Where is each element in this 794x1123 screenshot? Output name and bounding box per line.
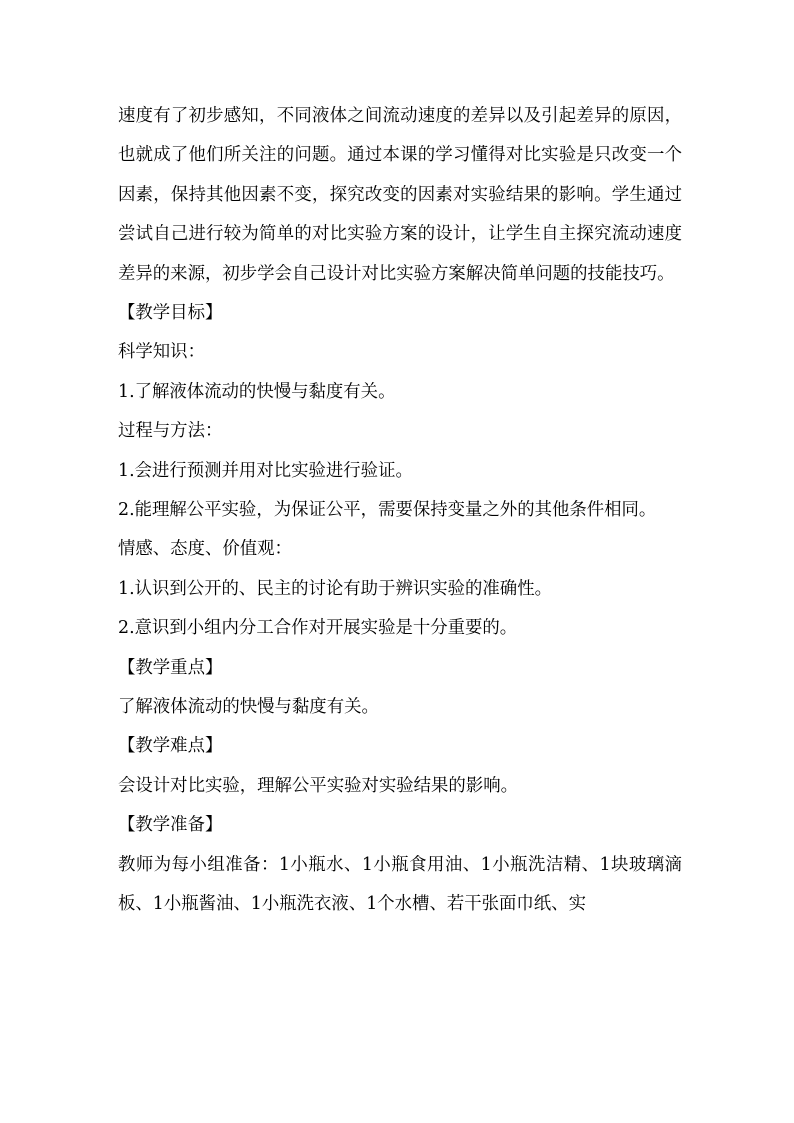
preparation-heading: 【教学准备】 [118,815,223,836]
knowledge-label: 科学知识： [118,342,205,363]
key-point-text: 了解液体流动的快慢与黏度有关。 [118,696,379,717]
attitude-item-1: 1.认识到公开的、民主的讨论有助于辨识实验的准确性。 [118,578,552,599]
key-point-heading: 【教学重点】 [118,657,223,678]
process-item-2: 2.能理解公平实验，为保证公平，需要保持变量之外的其他条件相同。 [118,499,657,520]
process-label: 过程与方法： [118,421,223,442]
difficulty-heading: 【教学难点】 [118,736,223,757]
intro-paragraph: 速度有了初步感知，不同液体之间流动速度的差异以及引起差异的原因，也就成了他们所关注的问题。通过本课的学习懂得对比实验是只改变一个因素，保持其他因素不变，探究改变的因素对实验结果的影响。学生通过尝试自己进行较为简单的对比实验方案的设计，让学生自主探究流动速度差异的来源，初步学会自己设计对比实验方案解决简单问题的技能技巧。 [118,106,682,284]
attitude-item-2: 2.意识到小组内分工合作对开展实验是十分重要的。 [118,618,518,639]
difficulty-text: 会设计对比实验，理解公平实验对实验结果的影响。 [118,775,518,796]
objectives-heading: 【教学目标】 [118,303,223,324]
knowledge-item-1: 1.了解液体流动的快慢与黏度有关。 [118,381,396,402]
preparation-text: 教师为每小组准备：1小瓶水、1小瓶食用油、1小瓶洗洁精、1块玻璃滴板、1小瓶酱油、1小瓶洗衣液、1个水槽、若干张面巾纸、实 [118,854,682,914]
attitude-label: 情感、态度、价值观： [118,539,292,560]
process-item-1: 1.会进行预测并用对比实验进行验证。 [118,460,413,481]
document-page [118,97,682,924]
